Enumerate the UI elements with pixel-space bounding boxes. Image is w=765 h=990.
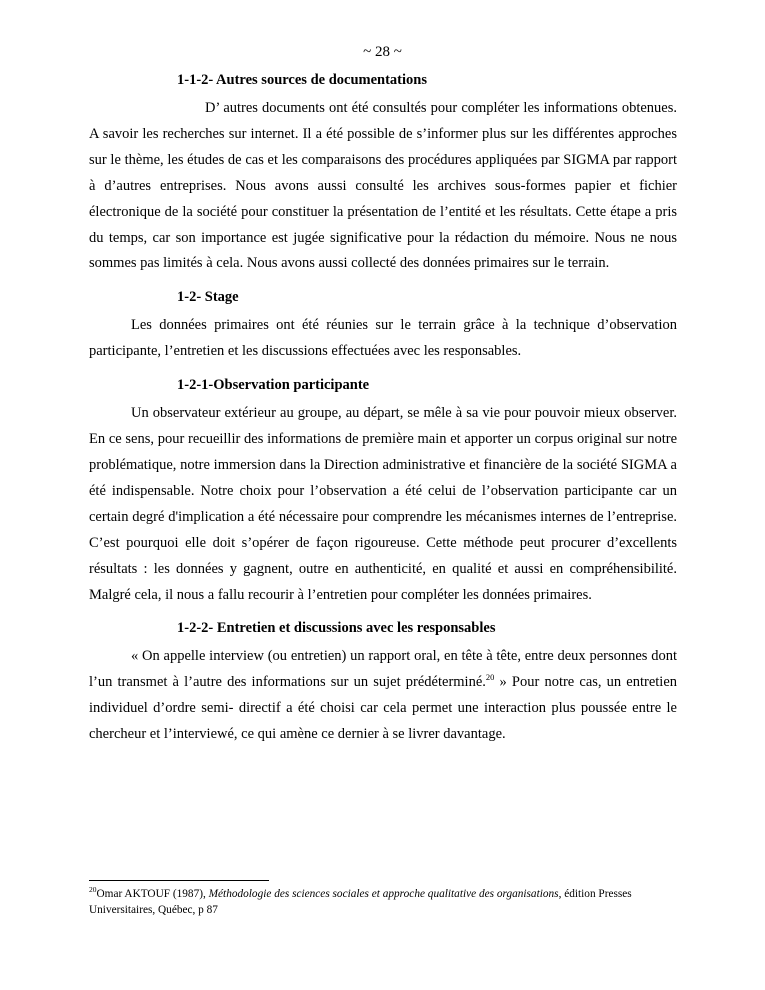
section-heading-1-1-2: 1-1-2- Autres sources de documentations bbox=[177, 72, 427, 88]
footnote-title: Méthodologie des sciences sociales et approche qualitative des organisations bbox=[208, 888, 559, 900]
paragraph-entretien-continued: » Pour notre cas, un entretien individuel d’ordre semi- directif a été choisi car cela permet une interaction plus poussée entre le chercheur et l’interviewé, ce qui amène ce dernier à se livrer davantage. bbox=[89, 674, 678, 743]
paragraph-observation: Un observateur extérieur au groupe, au départ, se mêle à sa vie pour pouvoir mieux observer. En ce sens, pour recueillir des informations de première main et apporter un corpus original sur notre problématique, notre immersion dans la Direction administrative et financière de la société SIGMA a été indispensable. Notre choix pour l’observation a été celui de l’observation participante car un certain degré d'implication a été nécessaire pour comprendre les mécanismes internes de l’entreprise. C’est pourquoi elle doit s’opérer de façon rigoureuse. Cette méthode peut procurer d’excellents résultats : les données y gagnent, outre en authenticité, en qualité et aussi en compréhensibilité. Malgré cela, il nous a fallu recourir à l’entretien pour compléter les données primaires. bbox=[89, 405, 677, 603]
footnote-author: Omar AKTOUF (1987), bbox=[96, 888, 209, 900]
footnote-number: 20 bbox=[89, 885, 97, 895]
section-heading-1-2: 1-2- Stage bbox=[177, 289, 239, 306]
page-number: ~ 28 ~ bbox=[363, 44, 402, 60]
footnote-publisher: , édition Presses Universitaires, Québec, p 87 bbox=[89, 888, 632, 916]
footnote bbox=[89, 887, 677, 918]
section-heading-1-2-1: 1-2-1-Observation participante bbox=[177, 377, 370, 394]
document-body bbox=[89, 70, 677, 758]
footnote-reference: 20 bbox=[485, 672, 495, 683]
section-heading-1-2-2: 1-2-2- Entretien et discussions avec les responsables bbox=[177, 620, 496, 637]
footnote-divider bbox=[89, 880, 269, 881]
paragraph-entretien bbox=[89, 644, 677, 748]
paragraph-stage: Les données primaires ont été réunies sur le terrain grâce à la technique d’observation participante, l’entretien et les discussions effectuées avec les responsables. bbox=[89, 317, 677, 360]
quote-text: « On appelle interview (ou entretien) un rapport oral, en tête à tête, entre deux personnes dont l’un transmet à l’autre des informations sur un sujet prédéterminé. bbox=[89, 648, 677, 691]
paragraph-autres-sources: D’ autres documents ont été consultés pour compléter les informations obtenues. A savoir les recherches sur internet. Il a été possible de s’informer plus sur les différentes approches sur le thème, les études de cas et les comparaisons des procédures appliquées par SIGMA par rapport à d’autres entreprises. Nous avons aussi consulté les archives sous-formes papier et fichier électronique de la société pour constituer la présentation de l’entité et les résultats. Cette étape a pris du temps, car son importance est jugée significative pour la rédaction du mémoire. Nous ne nous sommes pas limités à cela. Nous avons aussi collecté des données primaires sur le terrain. bbox=[89, 100, 677, 272]
